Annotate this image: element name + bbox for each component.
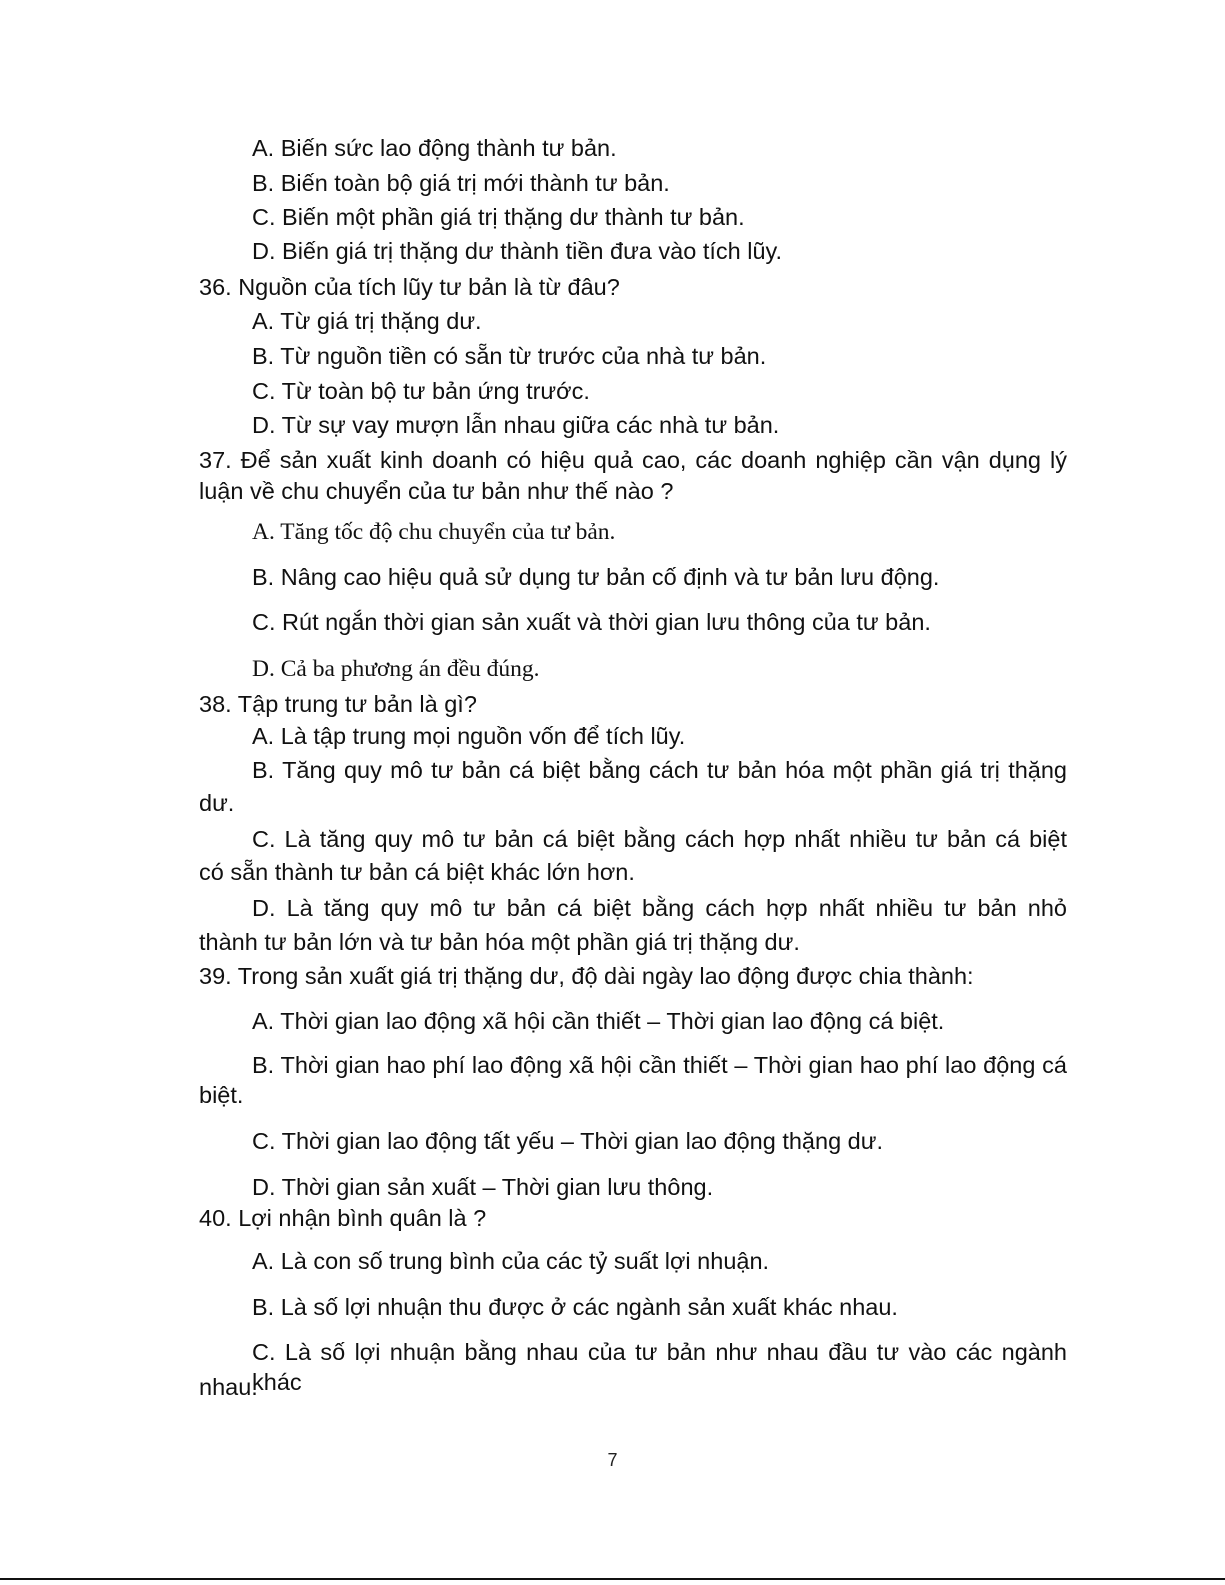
question-40: 40. Lợi nhận bình quân là ?: [199, 1205, 487, 1231]
question-37-line-2: luận về chu chuyển của tư bản như thế nào ?: [199, 478, 674, 504]
q38-option-c-line-2: có sẵn thành tư bản cá biệt khác lớn hơn.: [199, 859, 635, 885]
q40-option-b: B. Là số lợi nhuận thu được ở các ngành sản xuất khác nhau.: [252, 1294, 898, 1320]
q37-option-d: D. Cả ba phương án đều đúng.: [252, 656, 540, 682]
question-36: 36. Nguồn của tích lũy tư bản là từ đâu?: [199, 274, 620, 300]
q36-option-a: A. Từ giá trị thặng dư.: [252, 308, 482, 334]
page-number: 7: [607, 1450, 618, 1470]
q35-option-b: B. Biến toàn bộ giá trị mới thành tư bản.: [252, 170, 670, 196]
q38-option-a: A. Là tập trung mọi nguồn vốn để tích lũy.: [252, 723, 686, 749]
q37-option-b: B. Nâng cao hiệu quả sử dụng tư bản cố định và tư bản lưu động.: [252, 564, 940, 590]
q38-option-d-line-1: D. Là tăng quy mô tư bản cá biệt bằng cách hợp nhất nhiều tư bản nhỏ: [252, 895, 1067, 921]
q39-option-c: C. Thời gian lao động tất yếu – Thời gian lao động thặng dư.: [252, 1128, 884, 1154]
q35-option-a: A. Biến sức lao động thành tư bản.: [252, 135, 617, 161]
q36-option-c: C. Từ toàn bộ tư bản ứng trước.: [252, 378, 590, 404]
q39-option-a: A. Thời gian lao động xã hội cần thiết – Thời gian lao động cá biệt.: [252, 1008, 945, 1034]
q39-option-d: D. Thời gian sản xuất – Thời gian lưu thông.: [252, 1174, 714, 1200]
question-39: 39. Trong sản xuất giá trị thặng dư, độ dài ngày lao động được chia thành:: [199, 963, 974, 989]
question-38: 38. Tập trung tư bản là gì?: [199, 691, 477, 717]
q38-option-c-line-1: C. Là tăng quy mô tư bản cá biệt bằng cách hợp nhất nhiều tư bản cá biệt: [252, 826, 1067, 852]
q38-option-d-line-2: thành tư bản lớn và tư bản hóa một phần giá trị thặng dư.: [199, 929, 800, 955]
q37-option-a: A. Tăng tốc độ chu chuyển của tư bản.: [252, 519, 616, 545]
q38-option-b-line-2: dư.: [199, 790, 235, 816]
q35-option-c: C. Biến một phần giá trị thặng dư thành tư bản.: [252, 204, 745, 230]
q37-option-c: C. Rút ngắn thời gian sản xuất và thời gian lưu thông của tư bản.: [252, 609, 931, 635]
q39-option-b-line-2: biệt.: [199, 1082, 244, 1108]
q36-option-b: B. Từ nguồn tiền có sẵn từ trước của nhà tư bản.: [252, 343, 767, 369]
q35-option-d: D. Biến giá trị thặng dư thành tiền đưa vào tích lũy.: [252, 238, 783, 264]
q39-option-b-line-1: B. Thời gian hao phí lao động xã hội cần thiết – Thời gian hao phí lao động cá: [252, 1052, 1067, 1078]
q40-option-c-line-1: C. Là số lợi nhuận bằng nhau của tư bản như nhau đầu tư vào các ngành khác: [252, 1339, 1067, 1395]
q38-option-b-line-1: B. Tăng quy mô tư bản cá biệt bằng cách tư bản hóa một phần giá trị thặng: [252, 757, 1067, 783]
q40-option-a: A. Là con số trung bình của các tỷ suất lợi nhuận.: [252, 1248, 770, 1274]
q36-option-d: D. Từ sự vay mượn lẫn nhau giữa các nhà tư bản.: [252, 412, 780, 438]
q40-option-c-line-2: nhau.: [199, 1374, 258, 1400]
bottom-border: [0, 1578, 1225, 1580]
question-37-line-1: 37. Để sản xuất kinh doanh có hiệu quả cao, các doanh nghiệp cần vận dụng lý: [199, 447, 1067, 473]
